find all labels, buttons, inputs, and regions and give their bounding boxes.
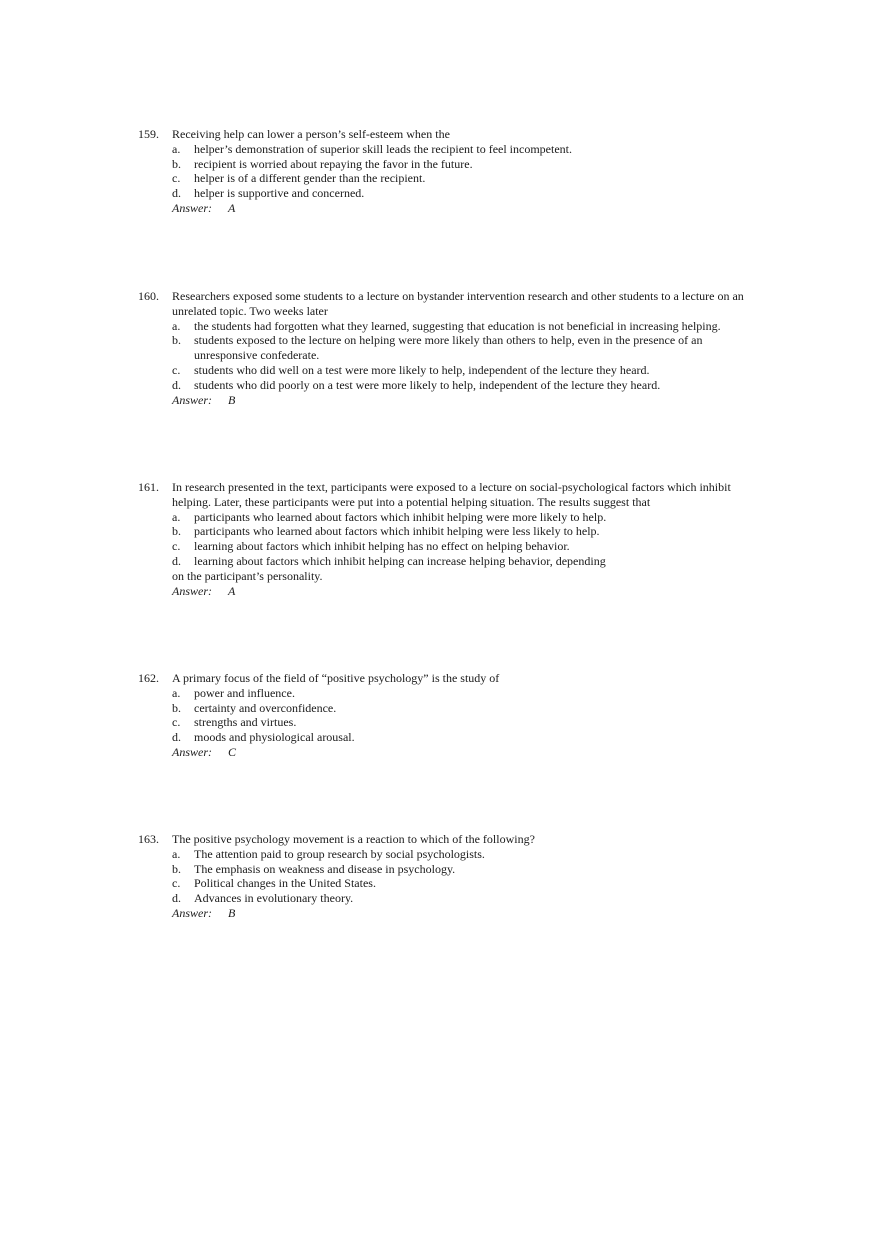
option-continuation: on the participant’s personality. xyxy=(172,568,323,583)
option-text: the students had forgotten what they learned, suggesting that education is not beneficial in increasing helping. xyxy=(194,318,721,333)
option-text: The attention paid to group research by social psychologists. xyxy=(194,846,485,861)
option-b xyxy=(172,701,748,716)
question-stem: Receiving help can lower a person’s self-esteem when the xyxy=(172,127,450,141)
answer-value: A xyxy=(228,583,236,598)
answer-label: Answer: xyxy=(172,744,212,759)
option-letter: b. xyxy=(172,333,181,348)
option-b xyxy=(172,157,748,172)
option-text: participants who learned about factors which inhibit helping were less likely to help. xyxy=(194,524,600,539)
question-stem: A primary focus of the field of “positive psychology” is the study of xyxy=(172,671,500,685)
option-text: students who did poorly on a test were more likely to help, independent of the lecture they heard. xyxy=(194,377,661,392)
question-number: 163. xyxy=(138,832,159,846)
question-159 xyxy=(138,127,748,216)
option-text: power and influence. xyxy=(194,685,295,700)
question-number: 160. xyxy=(138,289,159,303)
option-text: recipient is worried about repaying the favor in the future. xyxy=(194,156,473,171)
option-letter: d. xyxy=(172,891,181,906)
option-letter: b. xyxy=(172,524,181,539)
option-text: learning about factors which inhibit helping has no effect on helping behavior. xyxy=(194,539,570,554)
option-text: students exposed to the lecture on helping were more likely than others to help, even in the presence of an unresponsive confederate. xyxy=(194,333,703,363)
option-c xyxy=(172,363,748,378)
answer-label: Answer: xyxy=(172,583,212,598)
option-a xyxy=(172,319,748,334)
question-163 xyxy=(138,832,748,921)
option-letter: d. xyxy=(172,377,181,392)
option-d xyxy=(172,554,748,569)
option-list xyxy=(172,319,748,393)
option-c xyxy=(172,539,748,554)
option-d xyxy=(172,730,748,745)
answer-line xyxy=(172,393,748,408)
option-text: certainty and overconfidence. xyxy=(194,700,337,715)
answer-label: Answer: xyxy=(172,392,212,407)
question-number: 162. xyxy=(138,671,159,685)
option-letter: d. xyxy=(172,186,181,201)
option-a xyxy=(172,510,748,525)
question-stem: Researchers exposed some students to a lecture on bystander intervention research and other students to a lecture on an unrelated topic. Two weeks later xyxy=(172,289,744,318)
option-b xyxy=(172,333,748,363)
option-letter: c. xyxy=(172,362,181,377)
option-text: students who did well on a test were more likely to help, independent of the lecture they heard. xyxy=(194,362,650,377)
option-letter: a. xyxy=(172,318,181,333)
option-letter: d. xyxy=(172,553,181,568)
option-text: helper’s demonstration of superior skill leads the recipient to feel incompetent. xyxy=(194,141,572,156)
answer-line xyxy=(172,201,748,216)
option-text: Advances in evolutionary theory. xyxy=(194,891,354,906)
option-list xyxy=(172,686,748,745)
option-text: learning about factors which inhibit helping can increase helping behavior, depending xyxy=(194,553,606,568)
option-letter: c. xyxy=(172,171,181,186)
option-b xyxy=(172,524,748,539)
option-a xyxy=(172,686,748,701)
answer-label: Answer: xyxy=(172,200,212,215)
answer-value: C xyxy=(228,744,237,759)
option-a xyxy=(172,847,748,862)
option-text: Political changes in the United States. xyxy=(194,876,376,891)
option-c xyxy=(172,715,748,730)
option-c xyxy=(172,171,748,186)
option-a xyxy=(172,142,748,157)
option-b xyxy=(172,862,748,877)
question-160 xyxy=(138,289,748,407)
option-list xyxy=(172,142,748,201)
question-162 xyxy=(138,671,748,760)
option-letter: a. xyxy=(172,509,181,524)
option-text: helper is of a different gender than the recipient. xyxy=(194,171,426,186)
option-d xyxy=(172,378,748,393)
option-letter: b. xyxy=(172,700,181,715)
question-161 xyxy=(138,480,748,598)
question-stem: The positive psychology movement is a reaction to which of the following? xyxy=(172,832,535,846)
question-number: 159. xyxy=(138,127,159,141)
option-text: strengths and virtues. xyxy=(194,715,297,730)
answer-line xyxy=(172,584,748,599)
option-text: participants who learned about factors which inhibit helping were more likely to help. xyxy=(194,509,607,524)
answer-value: B xyxy=(228,392,236,407)
option-letter: d. xyxy=(172,730,181,745)
option-letter: a. xyxy=(172,846,181,861)
question-stem: In research presented in the text, participants were exposed to a lecture on social-psychological factors which inhibit helping. Later, these participants were put into a potential helping situation. The results suggest that xyxy=(172,480,731,509)
answer-value: B xyxy=(228,905,236,920)
option-text: helper is supportive and concerned. xyxy=(194,186,365,201)
question-number: 161. xyxy=(138,480,159,494)
answer-label: Answer: xyxy=(172,905,212,920)
option-text: The emphasis on weakness and disease in psychology. xyxy=(194,861,456,876)
option-letter: c. xyxy=(172,876,181,891)
option-letter: c. xyxy=(172,539,181,554)
option-letter: a. xyxy=(172,685,181,700)
option-d xyxy=(172,891,748,906)
option-letter: b. xyxy=(172,156,181,171)
answer-value: A xyxy=(228,200,236,215)
answer-line xyxy=(172,906,748,921)
option-list xyxy=(172,847,748,906)
option-letter: a. xyxy=(172,141,181,156)
option-text: moods and physiological arousal. xyxy=(194,730,355,745)
answer-line xyxy=(172,745,748,760)
option-c xyxy=(172,876,748,891)
option-letter: b. xyxy=(172,861,181,876)
option-d xyxy=(172,186,748,201)
option-list xyxy=(172,510,748,584)
option-letter: c. xyxy=(172,715,181,730)
